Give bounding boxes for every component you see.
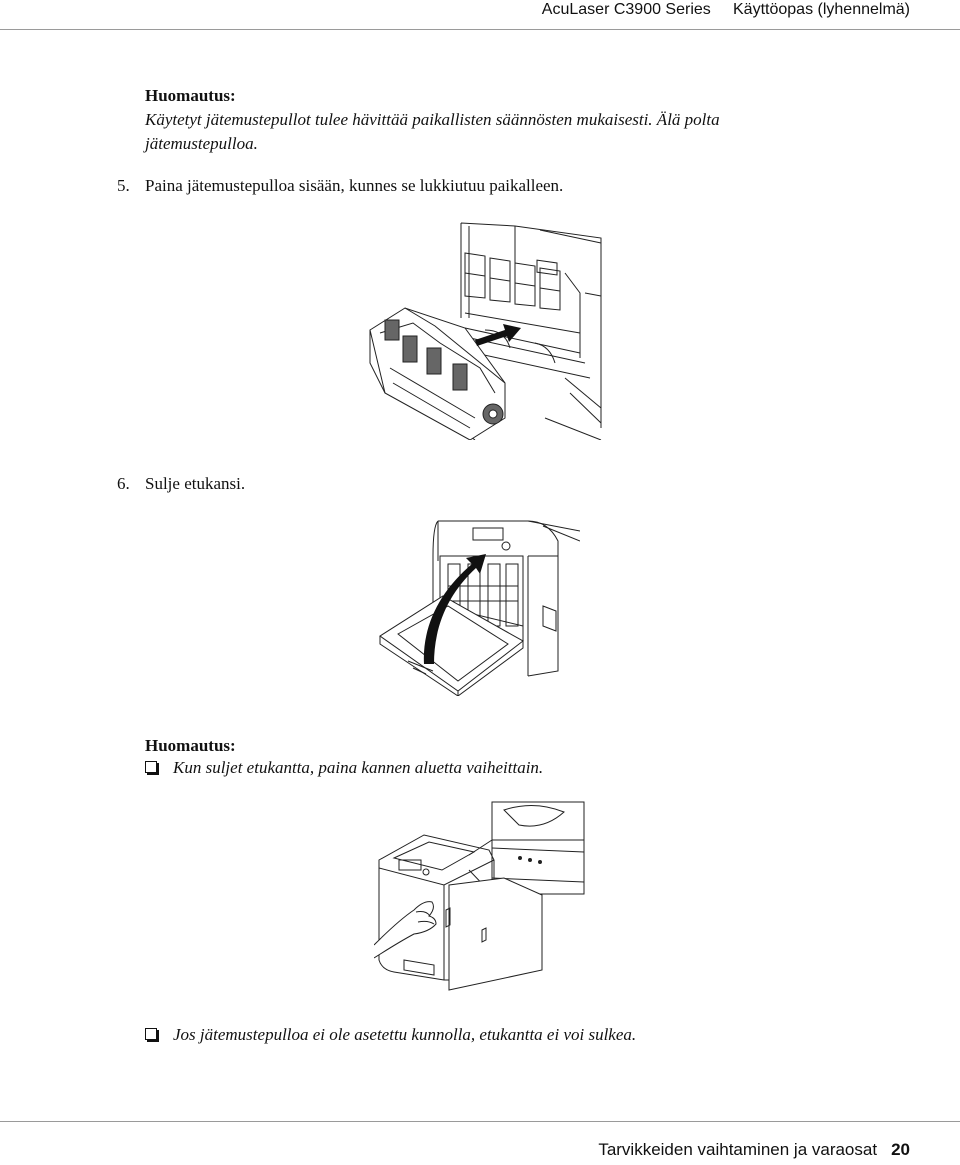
header-title: AcuLaser C3900 Series Käyttöopas (lyhennelmä) xyxy=(541,1,910,18)
bullet-box-icon xyxy=(145,1028,157,1040)
note-heading: Huomautus: xyxy=(145,86,236,105)
step-number: 6. xyxy=(117,474,130,493)
bullet-box-icon xyxy=(145,761,157,773)
bullet-text: Kun suljet etukantta, paina kannen aluetta vaiheittain. xyxy=(173,758,544,777)
step-6 xyxy=(117,474,245,494)
note-heading: Huomautus: xyxy=(145,736,236,755)
waste-bottle-insert-illustration xyxy=(365,218,605,440)
step-5 xyxy=(117,176,563,196)
footer-divider xyxy=(0,1121,960,1122)
page-footer xyxy=(598,1140,910,1160)
close-front-cover-illustration xyxy=(378,516,580,696)
step-text: Sulje etukansi. xyxy=(145,474,246,493)
bullet-text: Jos jätemustepulloa ei ole asetettu kunnolla, etukantta ei voi sulkea. xyxy=(173,1025,637,1044)
press-cover-illustration xyxy=(374,800,586,1000)
footer-section: Tarvikkeiden vaihtaminen ja varaosat xyxy=(598,1140,878,1159)
step-text: Paina jätemustepulloa sisään, kunnes se lukkiutuu paikalleen. xyxy=(145,176,564,195)
note-text: Käytetyt jätemustepullot tulee hävittää paikallisten säännösten mukaisesti. Älä polta jätemustepulloa. xyxy=(145,110,720,153)
note-bullet xyxy=(145,1025,636,1045)
page-number: 20 xyxy=(891,1140,910,1159)
step-number: 5. xyxy=(117,176,130,195)
page-header xyxy=(0,0,960,30)
note-bullet xyxy=(145,758,543,778)
